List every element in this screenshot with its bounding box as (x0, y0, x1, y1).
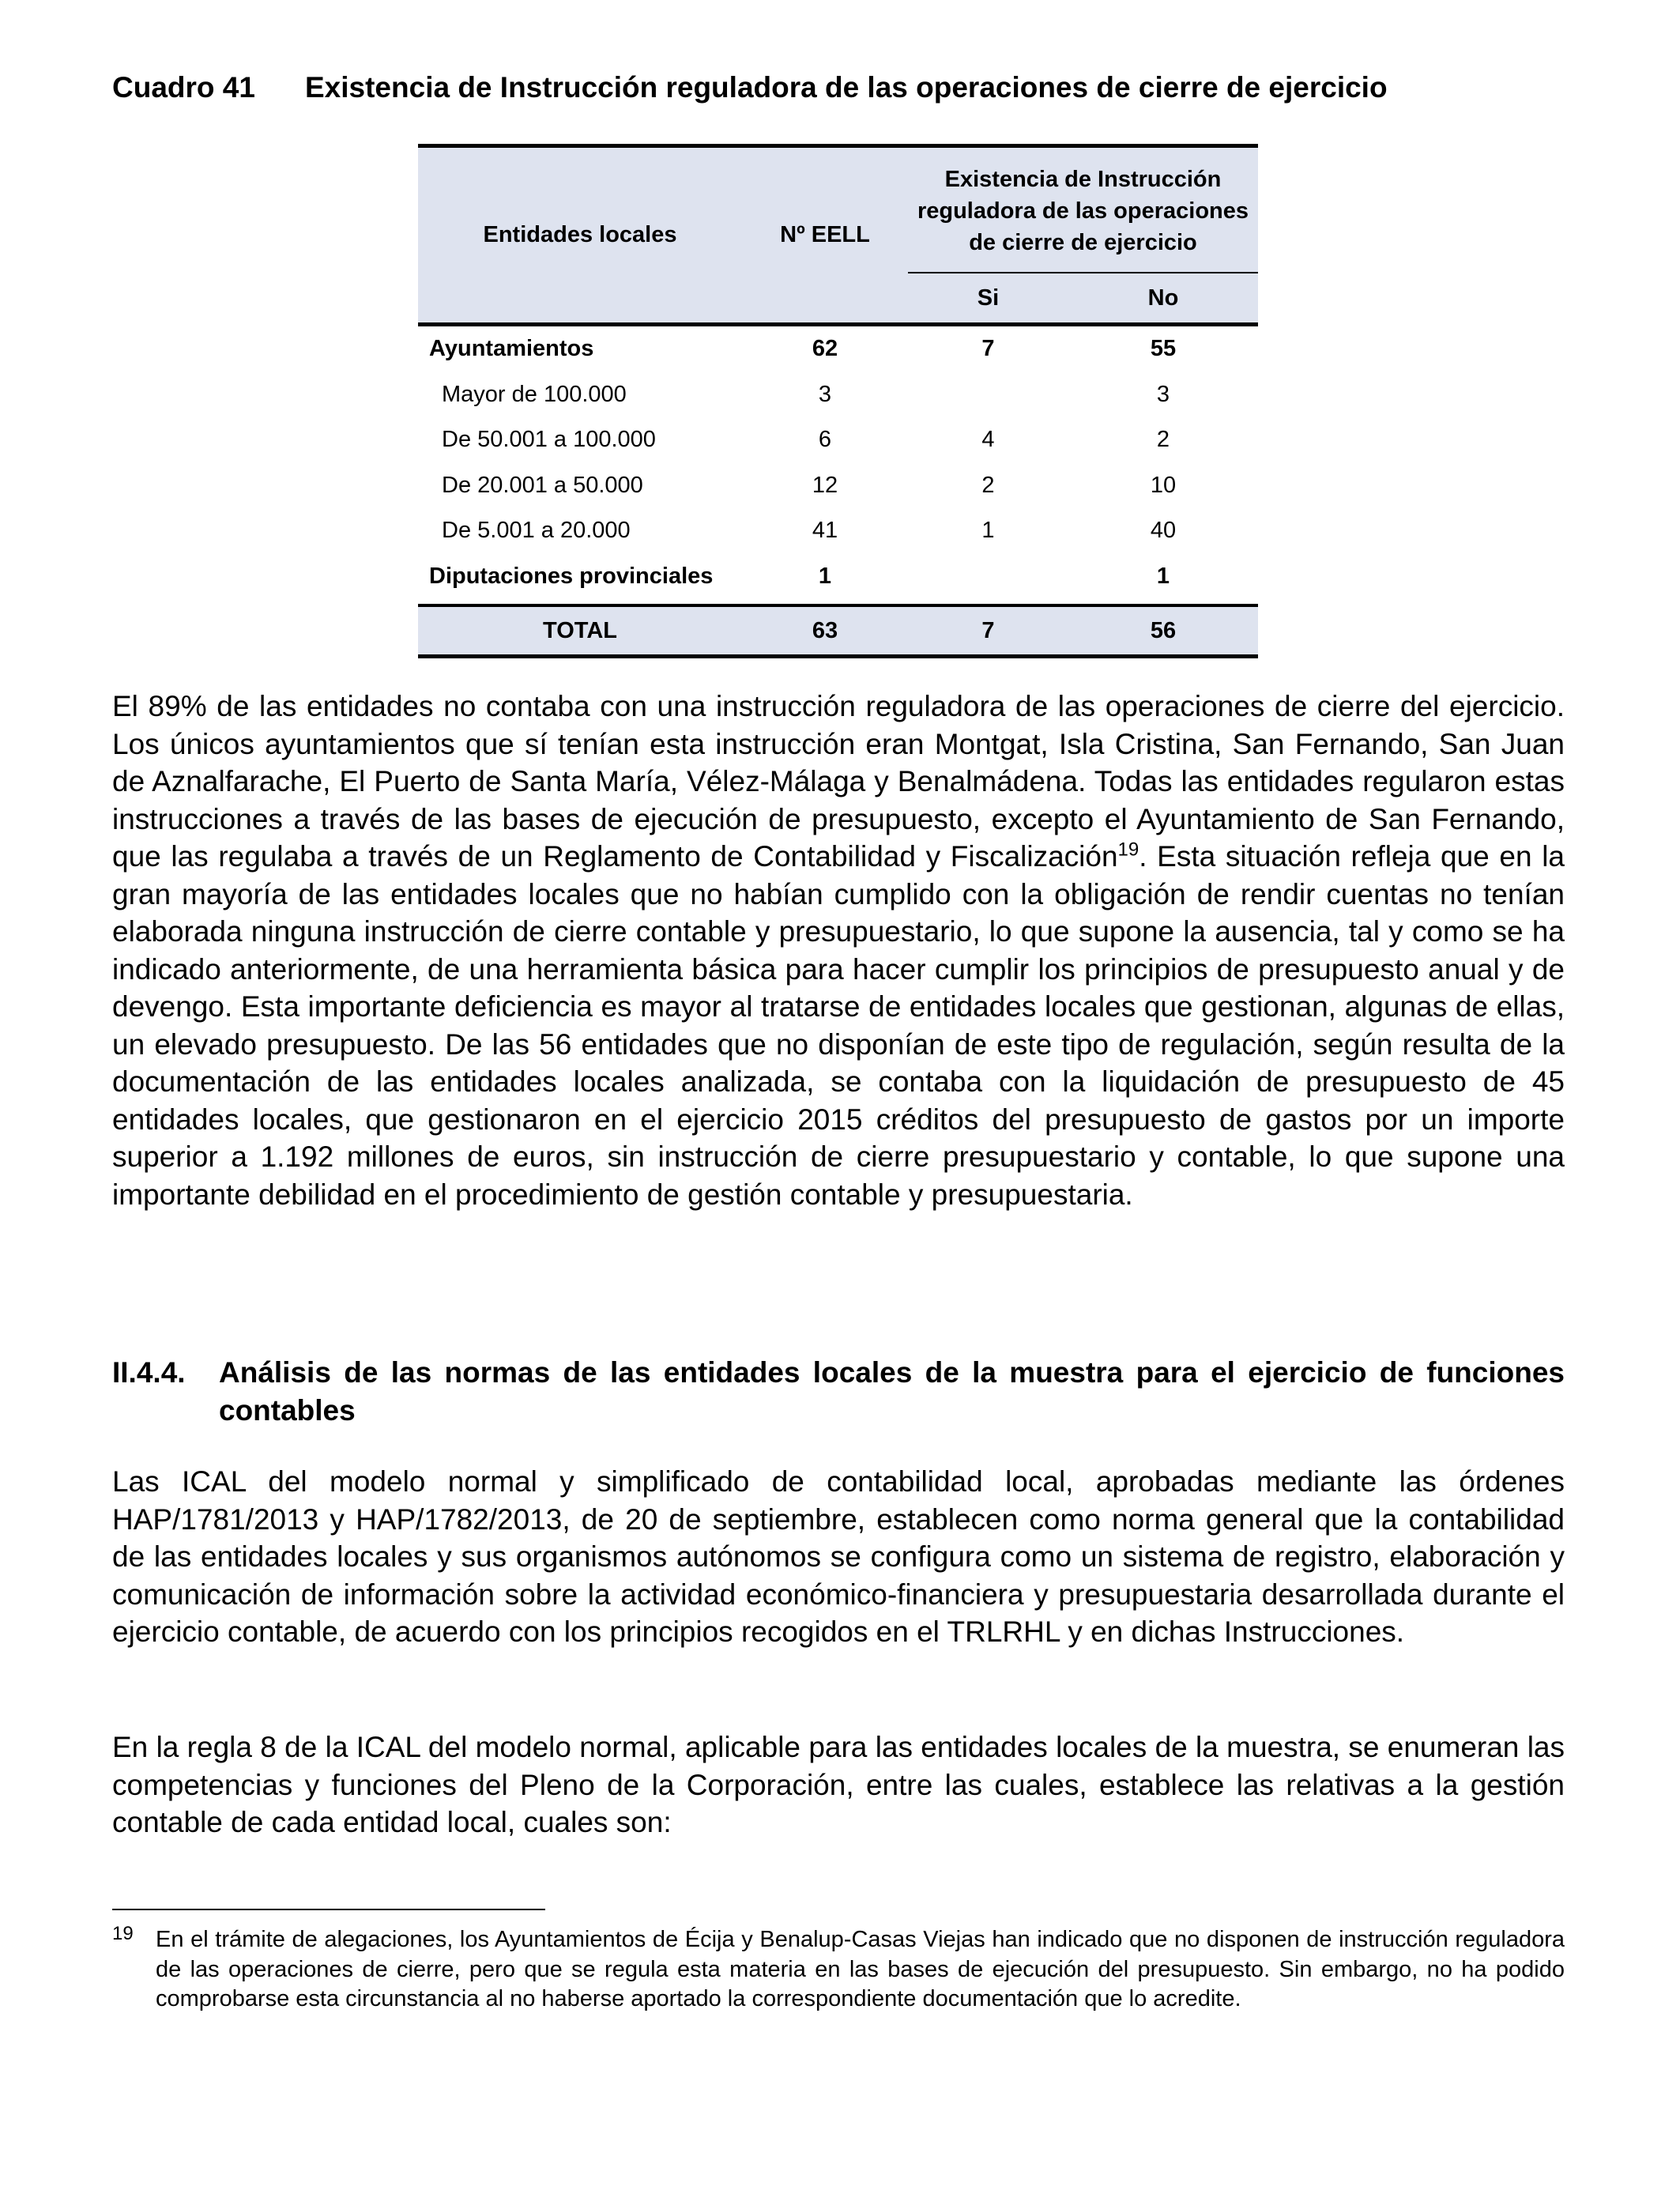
paragraph-2: Las ICAL del modelo normal y simplificado de contabilidad local, aprobadas mediante las órdenes HAP/1781/2013 y HAP/1782/2013, de 20 de septiembre, establecen como norma general que la contabilidad de las entidades locales y sus organismos autónomos se configura como un sistema de registro, elaboración y comunicación de información sobre la actividad económico-financiera y presupuestaria desarrollada durante el ejercicio contable, de acuerdo con los principios recogidos en el TRLRHL y en dichas Instrucciones. (112, 1465, 1565, 1648)
header-existence: Existencia de Instrucción reguladora de las operaciones de cierre de ejercicio (917, 167, 1249, 255)
caption-number: Cuadro 41 (112, 71, 255, 104)
row-yes: 4 (981, 427, 995, 453)
row-yes: 7 (981, 336, 995, 362)
row-count: 1 (818, 563, 832, 589)
row-no: 2 (1156, 427, 1170, 453)
footnote-divider (112, 1909, 545, 1910)
row-name: Mayor de 100.000 (442, 381, 627, 407)
row-count: 62 (812, 336, 838, 362)
table-caption (112, 68, 1582, 107)
row-yes (908, 554, 1068, 600)
row-yes: 2 (981, 472, 995, 498)
footnote-reference[interactable]: 19 (1117, 839, 1139, 861)
section-title: Análisis de las normas de las entidades locales de la muestra para el ejercicio de funciones contables (219, 1356, 1565, 1427)
paragraph-1 (112, 688, 1565, 1213)
row-no: 55 (1150, 336, 1177, 362)
row-no: 10 (1150, 472, 1177, 498)
row-count: 41 (812, 518, 838, 544)
row-name: Diputaciones provinciales (429, 563, 714, 589)
total-label: TOTAL (543, 617, 617, 643)
row-yes: 1 (981, 518, 995, 544)
row-name: Ayuntamientos (429, 336, 594, 362)
header-yes: Si (977, 285, 1000, 311)
caption-title: Existencia de Instrucción reguladora de las operaciones de cierre de ejercicio (305, 71, 1388, 104)
total-count: 63 (812, 617, 838, 643)
table-row (418, 463, 1258, 509)
row-name: De 50.001 a 100.000 (442, 427, 656, 453)
total-no: 56 (1150, 617, 1177, 643)
row-count: 12 (812, 472, 838, 498)
row-yes (908, 372, 1068, 418)
table-row (418, 417, 1258, 463)
footnote-number: 19 (112, 1923, 134, 1944)
header-count: Nº EELL (780, 222, 870, 247)
table-row (418, 372, 1258, 418)
table-row (418, 554, 1258, 600)
header-entities: Entidades locales (483, 222, 677, 247)
row-no: 40 (1150, 518, 1177, 544)
header-no: No (1147, 285, 1179, 311)
row-name: De 5.001 a 20.000 (442, 518, 631, 544)
paragraph-1-part-a: El 89% de las entidades no contaba con una instrucción reguladora de las operaciones de cierre del ejercicio. Los únicos ayuntamientos que sí tenían esta instrucción eran Montgat, Isla Cristina, San Fernando, San Juan de Aznalfarache, El Puerto de Santa María, Vélez-Málaga y Benalmádena. Todas las entidades regularon estas instrucciones a través de las bases de ejecución de presupuesto, excepto el Ayuntamiento de San Fernando, que las regulaba a través de un Reglamento de Contabilidad y Fiscalización (112, 690, 1565, 873)
total-row (418, 604, 1258, 658)
row-count: 6 (818, 427, 832, 453)
paragraph-1-part-b: . Esta situación refleja que en la gran mayoría de las entidades locales que no habían cumplido con la obligación de rendir cuentas no tenían elaborada ninguna instrucción de cierre contable y presupuestario, lo que supone la ausencia, tal y como se ha indicado anteriormente, de una herramienta básica para hacer cumplir los principios de presupuesto anual y de devengo. Esta importante deficiencia es mayor al tratarse de entidades locales que gestionan, algunas de ellas, un elevado presupuesto. De las 56 entidades que no disponían de este tipo de regulación, según resulta de la documentación de las entidades locales analizada, se contaba con la liquidación de presupuesto de 45 entidades locales, que gestionaron en el ejercicio 2015 créditos del presupuesto de gastos por un importe superior a 1.192 millones de euros, sin instrucción de cierre presupuestario y contable, lo que supone una importante debilidad en el procedimiento de gestión contable y presupuestaria. (112, 840, 1565, 1211)
table-row (418, 508, 1258, 554)
section-number: II.4.4. (112, 1356, 186, 1389)
row-name: De 20.001 a 50.000 (442, 472, 643, 498)
row-count: 3 (818, 381, 832, 407)
table-header (418, 144, 1258, 322)
paragraph-3: En la regla 8 de la ICAL del modelo normal, aplicable para las entidades locales de la muestra, se enumeran las competencias y funciones del Pleno de la Corporación, entre las cuales, establece las relativas a la gestión contable de cada entidad local, cuales son: (112, 1731, 1565, 1838)
row-no: 3 (1156, 381, 1170, 407)
row-no: 1 (1156, 563, 1170, 589)
table-row (418, 326, 1258, 372)
total-yes: 7 (981, 617, 995, 643)
data-table (418, 144, 1258, 658)
footnote-text: En el trámite de alegaciones, los Ayuntamientos de Écija y Benalup-Casas Viejas han indicado que no disponen de instrucción reguladora de las operaciones de cierre, pero que se regula esta materia en las bases de ejecución del presupuesto. Sin embargo, no ha podido comprobarse esta circunstancia al no haberse aportado la correspondiente documentación que lo acredite. (156, 1927, 1565, 2011)
